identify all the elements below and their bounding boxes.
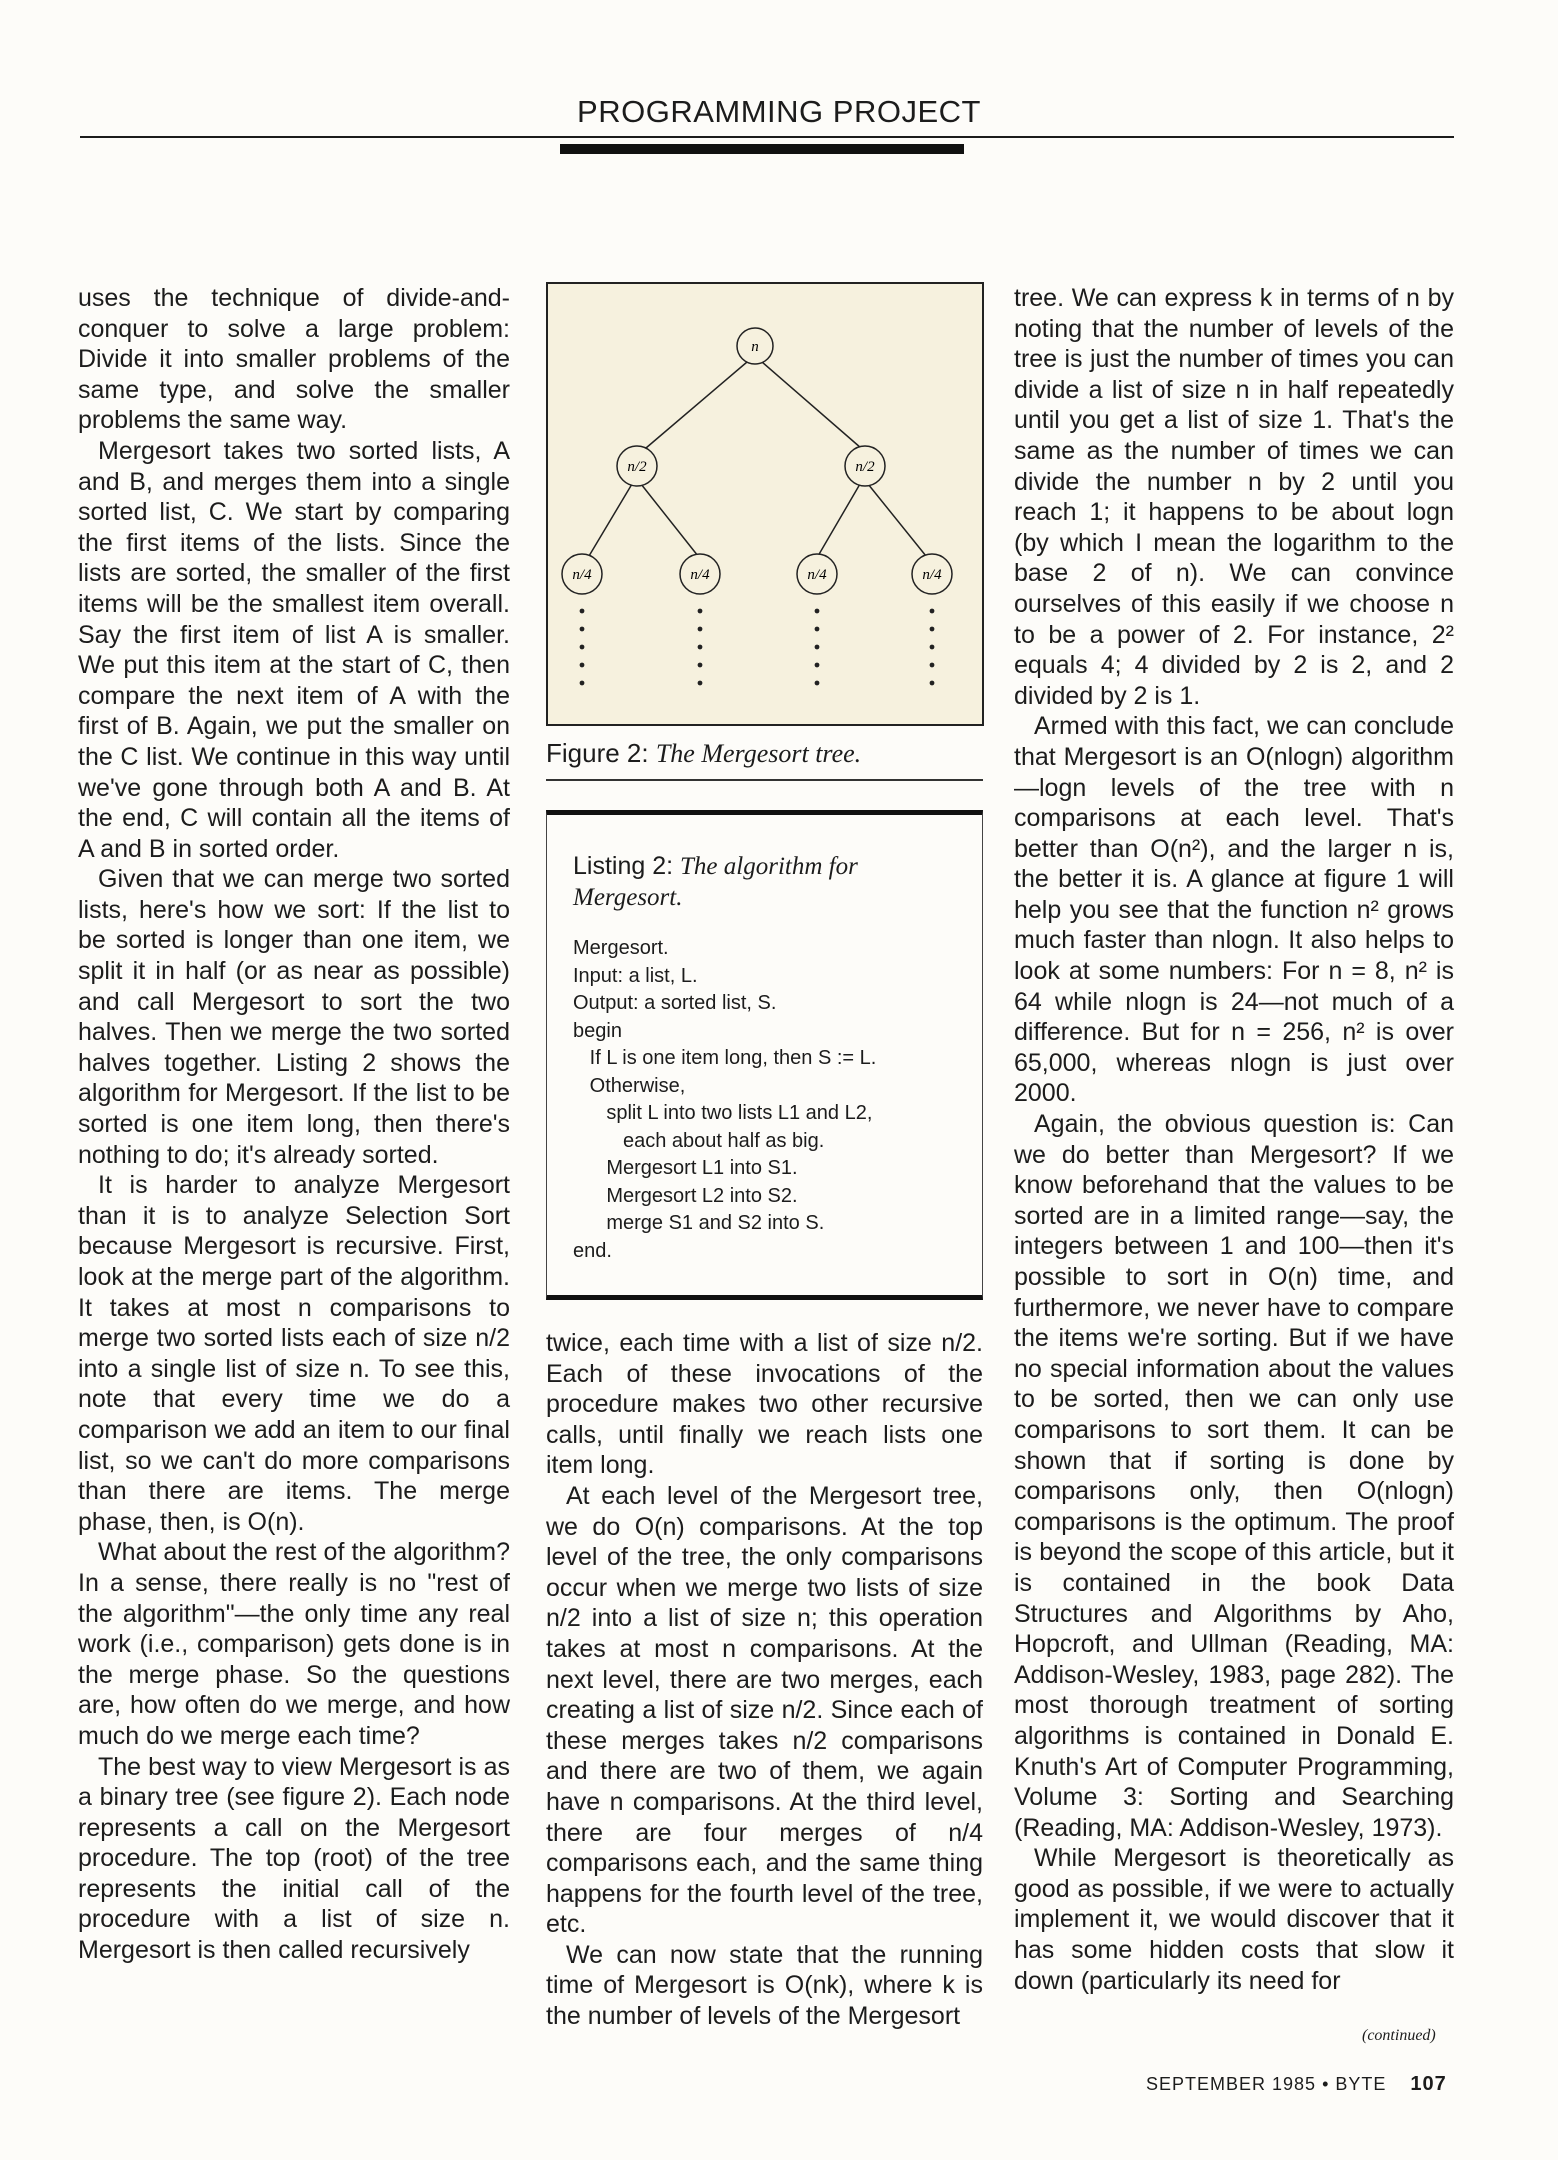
- paragraph: uses the technique of divide-and-conquer to solve a large problem: Divide it into smaller problems of the same type, and solve the smaller problems the same way.: [78, 284, 510, 435]
- paragraph: Armed with this fact, we can conclude that Mergesort is an O(nlogn) algorithm—logn levels of the tree with n comparisons at each level. That's better than O(n²), and the larger n is, the better it is. A glance at figure 1 will help you see that the function n² grows much faster than nlogn. It also helps to look at some numbers: For n = 8, n² is 64 while nlogn is 24—not much of a difference. But for n = 256, n² is over 65,000, whereas nlogn is just over 2000.: [1014, 712, 1454, 1108]
- tree-edge: [646, 362, 747, 448]
- node-label: n: [751, 339, 759, 355]
- figure-caption-text: The Mergesort tree.: [655, 739, 862, 768]
- tree-edge: [818, 484, 860, 556]
- tree-diagram: [548, 284, 982, 724]
- listing-box: [546, 810, 983, 1300]
- continuation-dots: [580, 609, 935, 686]
- paragraph: Mergesort takes two sorted lists, A and B, and merges them into a single sorted list, C. We start by comparing the first items of the lists. Since the lists are sorted, the smaller of the first items will be the smallest item overall. Say the first item of list A is smaller. We put this item at the start of C, then compare the next item of A with the first of B. Again, we put the smaller on the C list. We continue in this way until we've gone through both A and B. At the end, C will contain all the items of A and B in sorted order.: [78, 436, 510, 863]
- figure-caption-label: Figure 2:: [546, 738, 649, 768]
- paragraph: Again, the obvious question is: Can we do better than Mergesort? If we know beforehand that the values to be sorted are in a limited range—say, the integers between 1 and 100—then it's possible to sort in O(n) time, and furthermore, we never have to compare the items we're sorting. But if we have no special information about the values to be sorted, then we can only use comparisons to sort them. It can be shown that if sorting is done by comparisons only, then O(nlogn) comparisons is the optimum. The proof is beyond the scope of this article, but it is contained in the book Data Structures and Algorithms by Aho, Hopcroft, and Ullman (Reading, MA: Addison-Wesley, 1983, page 282). The most thorough treatment of sorting algorithms is contained in Donald E. Knuth's Art of Computer Programming, Volume 3: Sorting and Searching (Reading, MA: Addison-Wesley, 1973).: [1014, 1110, 1454, 1842]
- node-label: n/4: [807, 567, 827, 583]
- middle-column: [546, 1328, 983, 2032]
- tree-edge: [641, 484, 698, 556]
- footer-issue: SEPTEMBER 1985 • BYTE: [1146, 2074, 1387, 2094]
- paragraph: It is harder to analyze Mergesort than it is to analyze Selection Sort because Mergesort is recursive. First, look at the merge part of the algorithm. It takes at most n comparisons to merge two sorted lists each of size n/2 into a single list of size n. To see this, note that every time we do a comparison we add an item to our final list, so we can't do more comparisons than there are items. The merge phase, then, is O(n).: [78, 1171, 510, 1536]
- node-label: n/4: [922, 567, 942, 583]
- paragraph: twice, each time with a list of size n/2. Each of these invocations of the procedure makes two other recursive calls, until finally we reach lists one item long.: [546, 1329, 983, 1480]
- listing-label: Listing 2:: [573, 852, 674, 880]
- paragraph: Given that we can merge two sorted lists, here's how we sort: If the list to be sorted is longer than one item, we split it in half (or as near as possible) and call Mergesort to sort the two halves. Then we merge the two sorted halves together. Listing 2 shows the algorithm for Mergesort. If the list to be sorted is one item long, then there's nothing to do; it's already sorted.: [78, 865, 510, 1169]
- node-label: n/2: [855, 459, 875, 475]
- tree-edge: [868, 484, 926, 556]
- paragraph: The best way to view Mergesort is as a binary tree (see figure 2). Each node represents a call on the Mergesort procedure. The top (root) of the tree represents the initial call of the procedure with a list of size n. Mergesort is then called recursively: [78, 1752, 510, 1965]
- listing-code: Mergesort. Input: a list, L. Output: a sorted list, S. begin If L is one item long, then S := L. Otherwise, split L into two lists L1 and L2, each about half as big. Mergesort L1 into S1. Mergesort L2 into S2. merge S1 and S2 into S. end.: [573, 937, 877, 1262]
- page-footer: [1146, 2073, 1447, 2096]
- listing-title: [573, 851, 963, 913]
- listing-title-text: The algorithm for Mergesort.: [573, 853, 858, 911]
- node-label: n/4: [572, 567, 592, 583]
- node-label: n/2: [627, 459, 647, 475]
- node-label: n/4: [690, 567, 710, 583]
- tree-edge: [589, 484, 632, 556]
- figure-rule: [546, 779, 983, 781]
- figure-caption: [546, 738, 986, 769]
- page-number: 107: [1410, 2073, 1447, 2095]
- paragraph: At each level of the Mergesort tree, we do O(n) comparisons. At the top level of the tree, the only comparisons occur when we merge two lists of size n/2 into a list of size n; this operation takes at most n comparisons. At the next level, there are two merges, each creating a list of size n/2. Since each of these merges takes n/2 comparisons and there are two of them, we again have n comparisons. At the third level, there are four merges of n/4 comparisons each, and the same thing happens for the fourth level of the tree, etc.: [546, 1481, 983, 1939]
- paragraph: We can now state that the running time of Mergesort is O(nk), where k is the number of levels of the Mergesort: [546, 1940, 983, 2031]
- figure-mergesort-tree: [546, 282, 984, 726]
- left-column: [78, 283, 510, 1966]
- paragraph: What about the rest of the algorithm? In a sense, there really is no "rest of the algorithm"—the only time any real work (i.e., comparison) gets done is in the merge phase. So the questions are, how often do we merge, and how much do we merge each time?: [78, 1538, 510, 1750]
- continued-note: (continued): [1362, 2027, 1436, 2044]
- tree-edge: [762, 362, 861, 448]
- paragraph: tree. We can express k in terms of n by noting that the number of levels of the tree is just the number of times you can divide a list of size n in half repeatedly until you get a list of size 1. That's the same as the number of times we can divide the number n by 2 until you reach 1; it happens to be about logn (by which I mean the logarithm to the base 2 of n). We can convince ourselves of this easily if we choose n to be a power of 2. For instance, 2² equals 4; 4 divided by 2 is 2, and 2 divided by 2 is 1.: [1014, 284, 1454, 710]
- running-header: PROGRAMMING PROJECT: [577, 94, 981, 129]
- header-rule: [80, 136, 1454, 138]
- right-column: [1014, 283, 1454, 1996]
- paragraph: While Mergesort is theoretically as good as possible, if we were to actually implement it, we would discover that it has some hidden costs that slow it down (particularly its need for: [1014, 1844, 1454, 1995]
- header-bar: [560, 144, 964, 154]
